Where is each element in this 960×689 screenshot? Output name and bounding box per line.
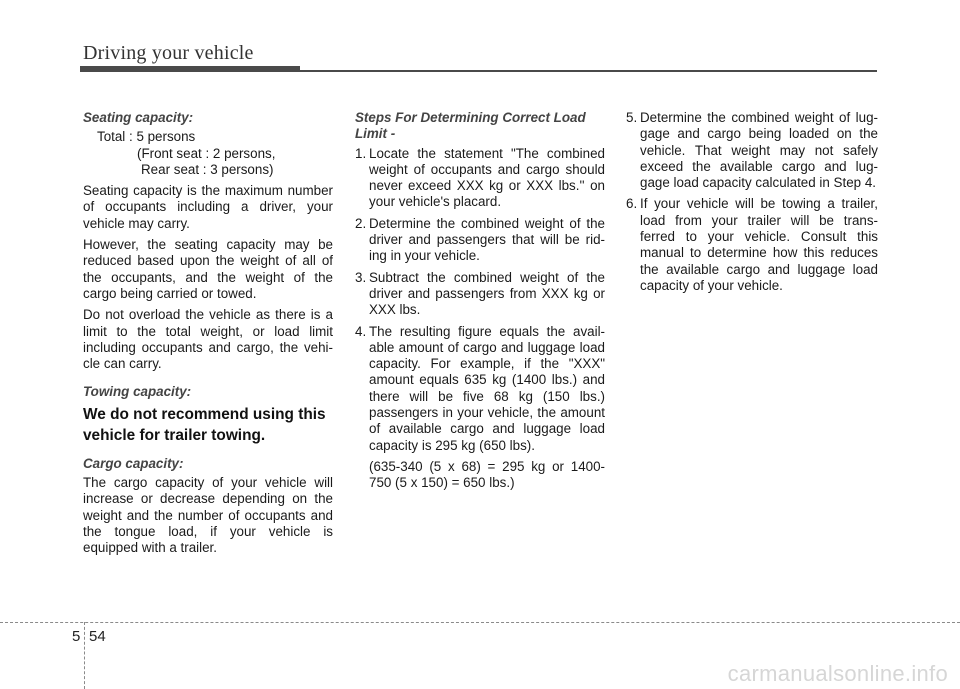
cargo-capacity-heading: Cargo capacity:	[83, 455, 184, 471]
column-middle	[355, 110, 605, 497]
page-number: 54	[89, 628, 106, 645]
footer-divider	[84, 622, 85, 689]
list-item	[355, 324, 605, 454]
chapter-number: 5	[72, 628, 81, 645]
seating-front: (Front seat : 2 persons,	[137, 145, 276, 161]
towing-capacity-text: We do not recommend using this vehicle for trailer towing.	[83, 405, 326, 444]
load-formula: (635-340 (5 x 68) = 295 kg or 1400- 750 (5 x 150) = 650 lbs.)	[369, 458, 605, 491]
list-item	[355, 216, 605, 265]
column-left	[83, 110, 333, 562]
seating-rear: Rear seat : 3 persons)	[141, 161, 274, 177]
seating-capacity-heading: Seating capacity:	[83, 110, 194, 125]
list-item	[355, 270, 605, 319]
step-text: Subtract the combined weight of the driver and passengers from XXX kg or XXX lbs.	[369, 269, 605, 318]
watermark: carmanualsonline.info	[727, 661, 948, 686]
step-number: 4.	[355, 323, 367, 339]
load-limit-steps-continued	[626, 110, 878, 294]
footer-rule	[0, 622, 960, 623]
load-limit-heading: Steps For Determining Correct Load Limit -	[355, 110, 586, 142]
step-number: 3.	[355, 269, 367, 285]
towing-capacity-heading: Towing capacity:	[83, 384, 192, 400]
header-rule	[300, 70, 877, 72]
step-number: 2.	[355, 215, 367, 231]
seating-total: Total : 5 persons	[97, 129, 196, 145]
step-text: The resulting figure equals the avail- able amount of cargo and luggage load capacity. For example, if the "XXX" amount equals 635 kg (1400 lbs.) and there will be five 68 kg (150 lbs.) passengers in your vehicle, the amount of available cargo and luggage load capacity is 295 kg (650 lbs).	[369, 323, 605, 453]
step-number: 5.	[626, 110, 638, 125]
header-bar	[80, 66, 300, 72]
column-right	[626, 110, 878, 299]
step-text: Determine the combined weight of the driver and passengers that will be rid- ing in your vehicle.	[369, 215, 605, 264]
step-text: Locate the statement "The combined weight of occupants and cargo should never exceed XXX kg or XXX lbs.'' on your vehicle's placard.	[369, 145, 605, 210]
list-item	[355, 146, 605, 211]
step-number: 6.	[626, 196, 638, 212]
page-header-title: Driving your vehicle	[83, 42, 254, 64]
list-item	[626, 110, 878, 191]
list-item	[626, 196, 878, 294]
load-limit-steps	[355, 146, 605, 454]
seating-paragraph-3: Do not overload the vehicle as there is a limit to the total weight, or load limit including occupants and cargo, the vehi- cle can carry.	[83, 307, 333, 372]
cargo-paragraph: The cargo capacity of your vehicle will increase or decrease depending on the weight and the number of occupants and the tongue load, if your vehicle is equipped with a trailer.	[83, 475, 333, 556]
seating-paragraph-1: Seating capacity is the maximum number of occupants including a driver, your vehicle may carry.	[83, 183, 333, 231]
step-number: 1.	[355, 145, 367, 161]
step-text: If your vehicle will be towing a trailer, load from your trailer will be trans- ferred to your vehicle. Consult this manual to determine how this reduces the available cargo and luggage load capacity of your vehicle.	[640, 196, 878, 293]
seating-paragraph-2: However, the seating capacity may be reduced based upon the weight of all of the occupants, and the weight of the cargo being carried or towed.	[83, 237, 333, 301]
step-text: Determine the combined weight of lug- gage and cargo being loaded on the vehicle. That weight may not safely exceed the available cargo and lug- gage load capacity calculated in Step 4.	[640, 110, 878, 191]
